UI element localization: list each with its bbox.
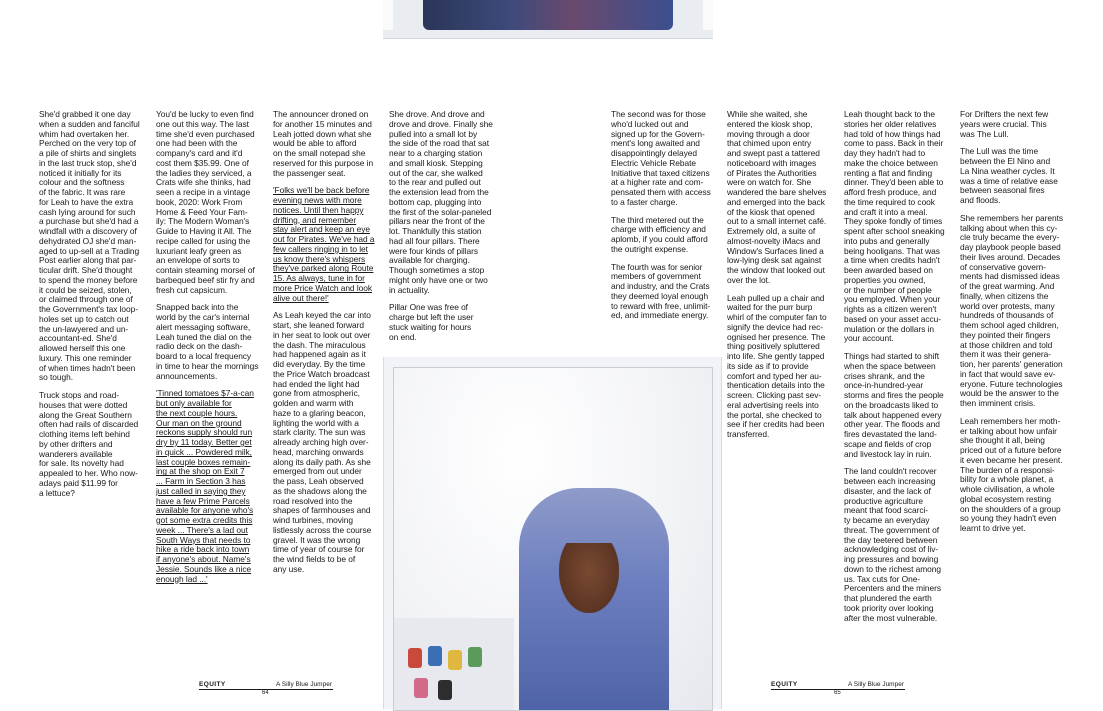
footer-left-title [276,681,332,689]
radio-announcement: 'Folks we'll be back before evening news with more notices. Until then happy drifting, and remember stay alert and keep an eye out for Pirates. We've had a few callers ringing in to let us know there's whispers they've parked along Route 15. As always, tune in for more Price Watch and look alive out there!' [273,185,375,303]
can-shape [468,647,482,667]
paragraph: Things had started to shift when the space between crises shrank, and the once-in-hundred-year storms and fires the people on the broadcasts liked to talk about happened every other year. The floods and fires devastated the land- scape and fields of crop and livestock lay in ruin. [844,351,944,459]
paragraph: Pillar One was free of charge but left the user stuck waiting for hours on end. [389,302,474,342]
top-photo-image [423,0,673,30]
paragraph: Truck stops and road- houses that were dotted along the Great Southern often had rails of discarded clothing items left behind by other drifters and wanderers available for sale. Its novelty had appealed to her. Who now- adays paid $11.99 for a lettuce? [39,390,139,498]
top-photo-strip [383,0,713,39]
center-photo [383,357,722,709]
paragraph: As Leah keyed the car into start, she leaned forward in her seat to look out over the dash. The miraculous had happened again as it did everyday. By the time the Price Watch broadcast had ended the light had gone from atmospheric, golden and warm with haze to a glaring beacon, lighting the world with a stark clarity. The sun was already arching high over- head, marching onwards along its daily path. As she emerged from out under the pass, Leah observed as the shadows along the road resolved into the shapes of farmhouses and wind turbines, moving listlessly across the course gravel. It was the wrong time of year of course for the wind fields to be of any use. [273,310,372,574]
can-shape [448,650,462,670]
can-shape [438,680,452,700]
text-column-4 [389,110,501,350]
text-column-6 [727,110,839,448]
paragraph: She'd grabbed it one day when a sudden and fanciful whim had overtaken her. Perched on the very top of a pile of shirts and singlets in the last truck stop, she'd noticed it initially for its colour and the softness of the fabric. It was rare for Leah to have the extra cash lying around for such a purchase but she'd had a windfall with a discovery of dehydrated OJ she'd man- aged to up-sell at a Trading Post earlier along that par- ticular drift. She'd thought to spend the money before it could be seized, stolen, or claimed through one of the Government's tax loop- holes set up to catch out the un-lawyered and un- accountant-ed. She'd allowed herself this one luxury. This one reminder of when times hadn't been so tough. [39,109,140,383]
footer-title: A Silly Blue Jumper [276,681,332,688]
text-column-8 [960,110,1072,542]
text-column-2 [156,110,268,592]
radio-announcement: 'Tinned tomatoes $7-a-can but only available for the next couple hours. Our man on the ground reckons supply should run dry by 11 today. Better get in quick ... Powdered milk, last couple boxes remain- ing at the shop on Exit 7 ... Farm in Section 3 has just called in saying they have a few Prime Parcels available for anyone who's got some extra credits this week ... There's a lad out South Ways that needs to hike a ride back into town if anyone's about. Name's Jessie. Sounds like a nice enough lad ...' [156,388,254,584]
text-column-5 [611,110,723,329]
paragraph: You'd be lucky to even find one out this way. The last time she'd even purchased one had been with the company's card and it'd cost them $35.99. One of the ladies they serviced, a Crats wife she thinks, had seen a recipe in a vintage book, 2020: Work From Home & Feed Your Fam- ily: The Modern Woman's Guide to Having it All. The recipe called for using the luxuriant leafy green as an envelope of sorts to contain steaming morsel of barbequed beef stir fry and fresh cut capsicum. [156,109,255,295]
text-column-1 [39,110,151,506]
can-shape [428,646,442,666]
paragraph: The fourth was for senior members of government and industry, and the Crats they deemed loyal enough to reward with free, unlimit- ed, and immediate energy. [611,261,711,321]
paragraph: Leah pulled up a chair and waited for the purr burp whirl of the computer fan to signify the device had rec- ognised her presence. The thing positively spluttered into life. She gently tapped its side as if to provide comfort and typed her au- thentication details into the screen. Clicking past sev- eral advertising reels into the portal, she checked to see if her credits had been transferred. [727,292,827,439]
paragraph: She remembers her parents talking about when this cy- cle truly became the every- day playbook people based their lives around. Decades of conservative govern- ments had dismissed ideas of the great warming. And finally, when citizens the world over protests, many hundreds of thousands of them school aged children, they pointed their fingers at those children and told them it was their genera- tion, her parents' generation in fact that would save ev- eryone. Future technologies would be the answer to the then imminent crisis. [960,212,1064,408]
paragraph: While she waited, she entered the kiosk shop, moving through a door that chimed upon entry and swept past a tattered noticeboard with images of Pirates the Authorities were on watch for. She wandered the bare shelves and emerged into the back of the kiosk that opened out to a small internet café. Extremely old, a suite of almost-novelty iMacs and Window's Surfaces lined a low-lying desk sat against the window that looked out over the lot. [727,109,827,285]
text-column-3 [273,110,385,583]
footer-right [771,681,798,689]
text-column-7 [844,110,956,631]
paragraph: For Drifters the next few years were crucial. This was The Lull. [960,109,1049,139]
can-shape [414,678,428,698]
footer-title: A Silly Blue Jumper [848,681,904,688]
paragraph: Leah thought back to the stories her older relatives had told of how things had come to pass. Back in their day they hadn't had to make the choice between renting a flat and finding dinner. They'd been able to afford fresh produce, and the time required to cook and craft it into a meal. They spoke fondly of times spent after school sneaking into pubs and generally being hooligans. That was a time when credits hadn't been awarded based on properties you owned, or the number of people you employed. When your rights as a citizen weren't based on your asset accu- mulation or the dollars in your account. [844,109,945,344]
photo-shelf [394,618,514,710]
can-shape [408,648,422,668]
page-number-left: 64 [262,690,269,696]
page-number-right: 65 [834,690,841,696]
paragraph: She drove. And drove and drove and drove. Finally she pulled into a small lot by the side of the road that sat near to a charging station and small kiosk. Stepping out of the car, she walked to the rear and pulled out the extension lead from the bottom cap, plugging into the first of the solar-paneled pillars near the front of the lot. Thankfully this station had all four pillars. There were four kinds of pillars available for charging. Though sometimes a stop might only have one or two in actuality. [389,109,493,295]
paragraph: The land couldn't recover between each increasing disaster, and the lack of productive agriculture meant that food scarci- ty became an everyday threat. The government of the day teetered between acknowledging cost of liv- ing pressures and bowing down to the richest among us. Tax cuts for One- Percenters and the miners that plundered the earth took priority over looking after the most vulnerable. [844,466,941,623]
footer-section: EQUITY [199,681,226,688]
paragraph: The third metered out the charge with efficiency and aplomb, if you could afford the outright expense. [611,214,708,254]
paragraph: Snapped back into the world by the car's internal alert messaging software, Leah tuned the dial on the radio deck on the dash- board to a local frequency in time to hear the mornings announcements. [156,302,259,381]
footer-section: EQUITY [771,681,798,688]
person-hair [559,543,619,613]
photo-border-left [383,0,393,30]
footer-right-title [848,681,904,689]
photo-frame [393,367,713,711]
footer-left [199,681,226,689]
paragraph: Leah remembers her moth- er talking about how unfair she thought it all, being priced out of a future before it even became her present. The burden of a responsi- bility for a whole planet, a whole civilisation, a whole global ecosystem resting on the shoulders of a group so young they hadn't even learnt to drive yet. [960,415,1063,533]
paragraph: The second was for those who'd lucked out and signed up for the Govern- ment's long awaited and disappointingly delayed Electric Vehicle Rebate Initiative that taxed citizens at a higher rate and com- pensated them with access to a faster charge. [611,109,711,207]
paragraph: The Lull was the time between the El Nino and La Nina weather cycles. It was a time of relative ease between seasonal fires and floods. [960,146,1058,205]
photo-border-right [703,0,713,30]
paragraph: The announcer droned on for another 15 minutes and Leah jotted down what she would be able to afford on the small notepad she reserved for this purpose in the passenger seat. [273,109,374,178]
